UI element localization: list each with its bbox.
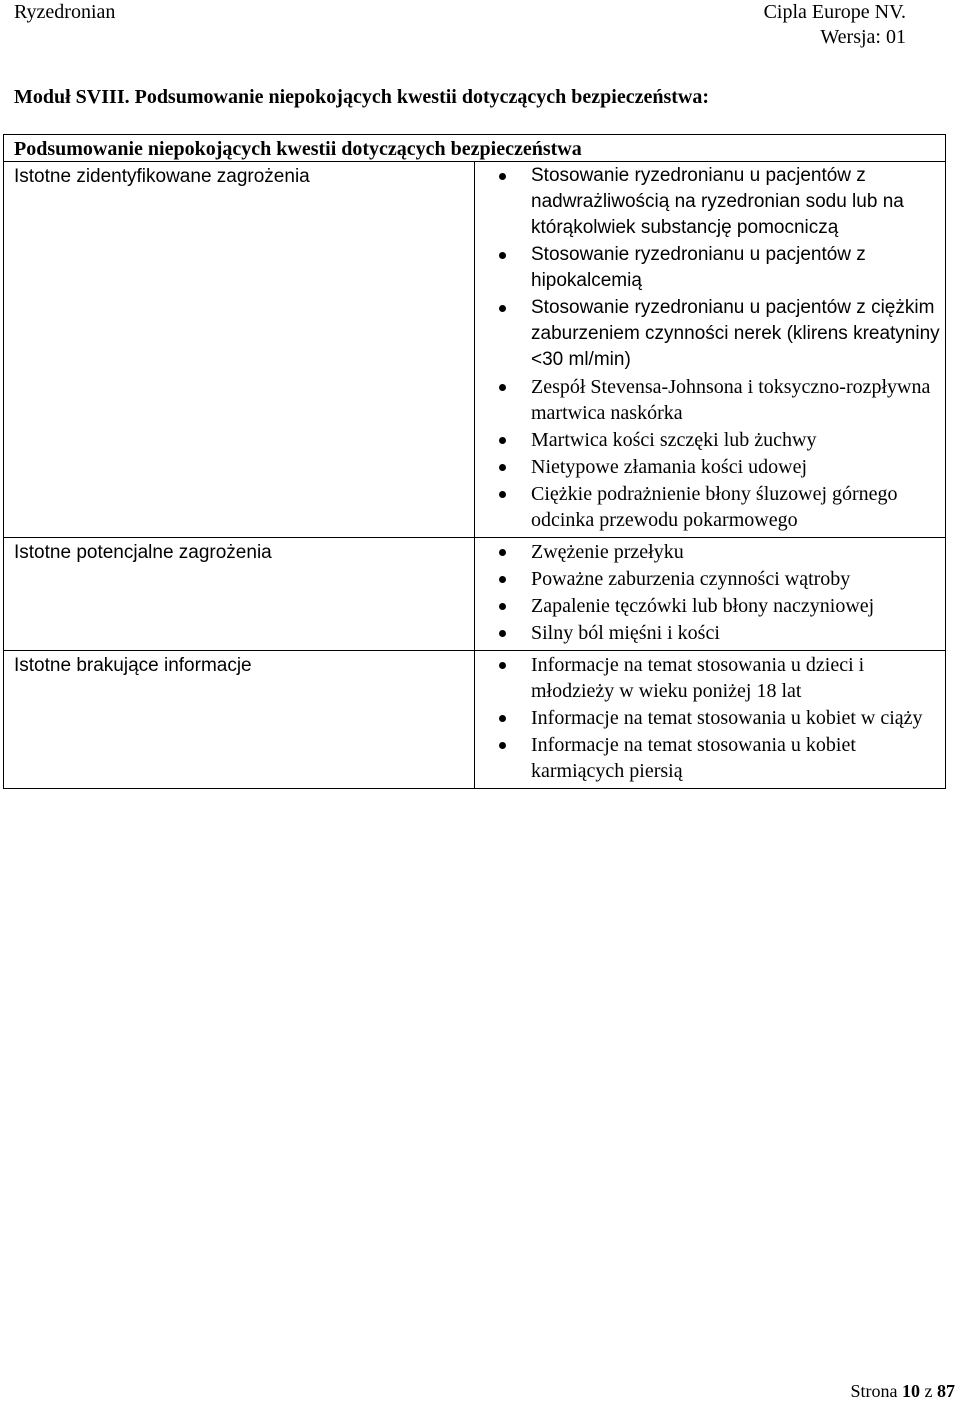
module-title: Moduł SVIII. Podsumowanie niepokojących kwestii dotyczących bezpieczeństwa: — [14, 86, 709, 108]
list-item: Ciężkie podrażnienie błony śluzowej górnego odcinka przewodu pokarmowego — [475, 481, 945, 533]
table-title: Podsumowanie niepokojących kwestii dotyczących bezpieczeństwa — [4, 135, 946, 162]
list-item: Silny ból mięśni i kości — [475, 620, 945, 646]
safety-summary-table — [3, 134, 946, 789]
bullet-list — [475, 538, 945, 650]
list-item: Martwica kości szczęki lub żuchwy — [475, 427, 945, 453]
row-label-identified-risks — [4, 162, 475, 538]
header-version: Wersja: 01 — [820, 26, 906, 48]
list-item: Stosowanie ryzedronianu u pacjentów z ciężkim zaburzeniem czynności nerek (klirens kreatyniny <30 ml/min) — [475, 295, 945, 373]
table-title-row — [4, 135, 946, 162]
row-label-missing-information — [4, 651, 475, 789]
table-row — [4, 651, 946, 789]
bullet-list — [475, 651, 945, 788]
row-content-potential-risks — [475, 538, 946, 651]
footer-page-word: Strona — [850, 1381, 898, 1401]
footer-total-pages: 87 — [937, 1381, 955, 1401]
bullet-list — [475, 162, 945, 537]
header-company: Cipla Europe NV. — [763, 1, 906, 23]
row-label: Istotne zidentyfikowane zagrożenia — [14, 166, 310, 187]
row-content-missing-information — [475, 651, 946, 789]
list-item: Nietypowe złamania kości udowej — [475, 454, 945, 480]
list-item: Informacje na temat stosowania u kobiet karmiących piersią — [475, 732, 945, 784]
list-item: Zwężenie przełyku — [475, 539, 945, 565]
list-item: Informacje na temat stosowania u kobiet w ciąży — [475, 705, 945, 731]
footer-of-word: z — [924, 1381, 933, 1401]
footer-page-number: 10 — [902, 1381, 920, 1401]
table-row — [4, 538, 946, 651]
list-item: Informacje na temat stosowania u dzieci i młodzieży w wieku poniżej 18 lat — [475, 652, 945, 704]
header-company-version — [764, 0, 906, 50]
list-item: Stosowanie ryzedronianu u pacjentów z hipokalcemią — [475, 242, 945, 294]
list-item: Zapalenie tęczówki lub błony naczyniowej — [475, 593, 945, 619]
list-item: Zespół Stevensa-Johnsona i toksyczno-rozpływna martwica naskórka — [475, 374, 945, 426]
row-label: Istotne brakujące informacje — [14, 655, 252, 676]
row-label: Istotne potencjalne zagrożenia — [14, 542, 272, 563]
page-footer — [851, 1380, 956, 1402]
table-row — [4, 162, 946, 538]
header-product-name: Ryzedronian — [14, 1, 116, 23]
row-content-identified-risks — [475, 162, 946, 538]
list-item: Stosowanie ryzedronianu u pacjentów z nadwrażliwością na ryzedronian sodu lub na którąkolwiek substancję pomocniczą — [475, 163, 945, 241]
list-item: Poważne zaburzenia czynności wątroby — [475, 566, 945, 592]
row-label-potential-risks — [4, 538, 475, 651]
